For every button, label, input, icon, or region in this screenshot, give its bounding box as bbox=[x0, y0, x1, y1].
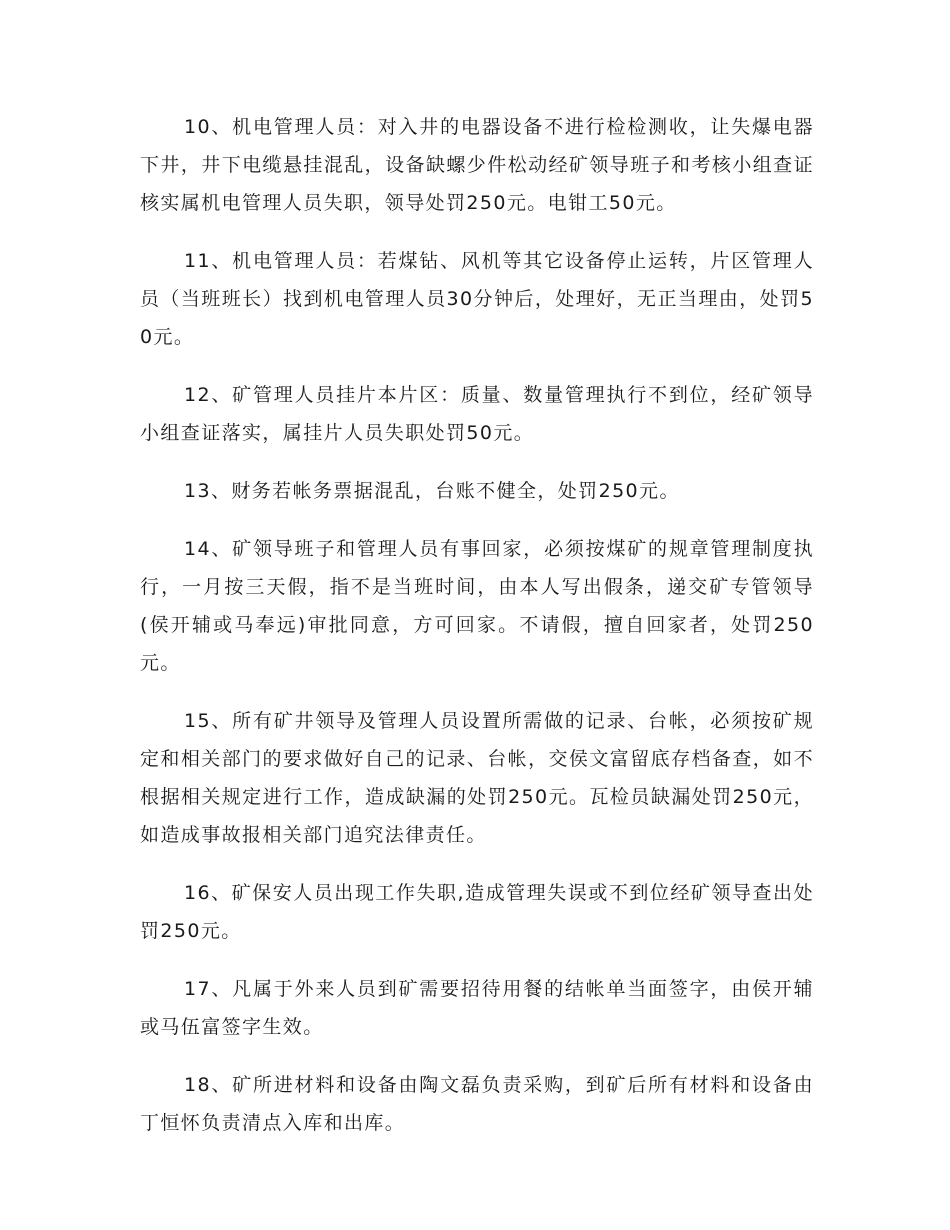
rule-item-14: 14、矿领导班子和管理人员有事回家，必须按煤矿的规章管理制度执行，一月按三天假，指不是当班时间，由本人写出假条，递交矿专管领导(侯开辅或马奉远)审批同意，方可回家。不请假，擅自回家者，处罚250元。 bbox=[140, 538, 814, 674]
rule-item-17: 17、凡属于外来人员到矿需要招待用餐的结帐单当面签字，由侯开辅或马伍富签字生效。 bbox=[140, 978, 814, 1038]
rule-item-11: 11、机电管理人员：若煤钻、风机等其它设备停止运转，片区管理人员（当班班长）找到机电管理人员30分钟后，处理好，无正当理由，处罚50元。 bbox=[140, 250, 814, 348]
rule-item-16: 16、矿保安人员出现工作失职,造成管理失误或不到位经矿领导查出处罚250元。 bbox=[140, 882, 814, 942]
rule-item-13: 13、财务若帐务票据混乱，台账不健全，处罚250元。 bbox=[184, 480, 680, 502]
rule-item-10: 10、机电管理人员：对入井的电器设备不进行检检测收，让失爆电器下井，井下电缆悬挂混乱，设备缺螺少件松动经矿领导班子和考核小组查证核实属机电管理人员失职，领导处罚250元。电钳工50元。 bbox=[140, 116, 814, 214]
rule-item-12: 12、矿管理人员挂片本片区：质量、数量管理执行不到位，经矿领导小组查证落实，属挂片人员失职处罚50元。 bbox=[140, 384, 814, 444]
rule-item-18: 18、矿所进材料和设备由陶文磊负责采购，到矿后所有材料和设备由丁恒怀负责清点入库和出库。 bbox=[140, 1074, 814, 1134]
rule-item-15: 15、所有矿井领导及管理人员设置所需做的记录、台帐，必须按矿规定和相关部门的要求做好自己的记录、台帐，交侯文富留底存档备查，如不根据相关规定进行工作，造成缺漏的处罚250元。瓦检员缺漏处罚250元，如造成事故报相关部门追究法律责任。 bbox=[140, 710, 814, 846]
